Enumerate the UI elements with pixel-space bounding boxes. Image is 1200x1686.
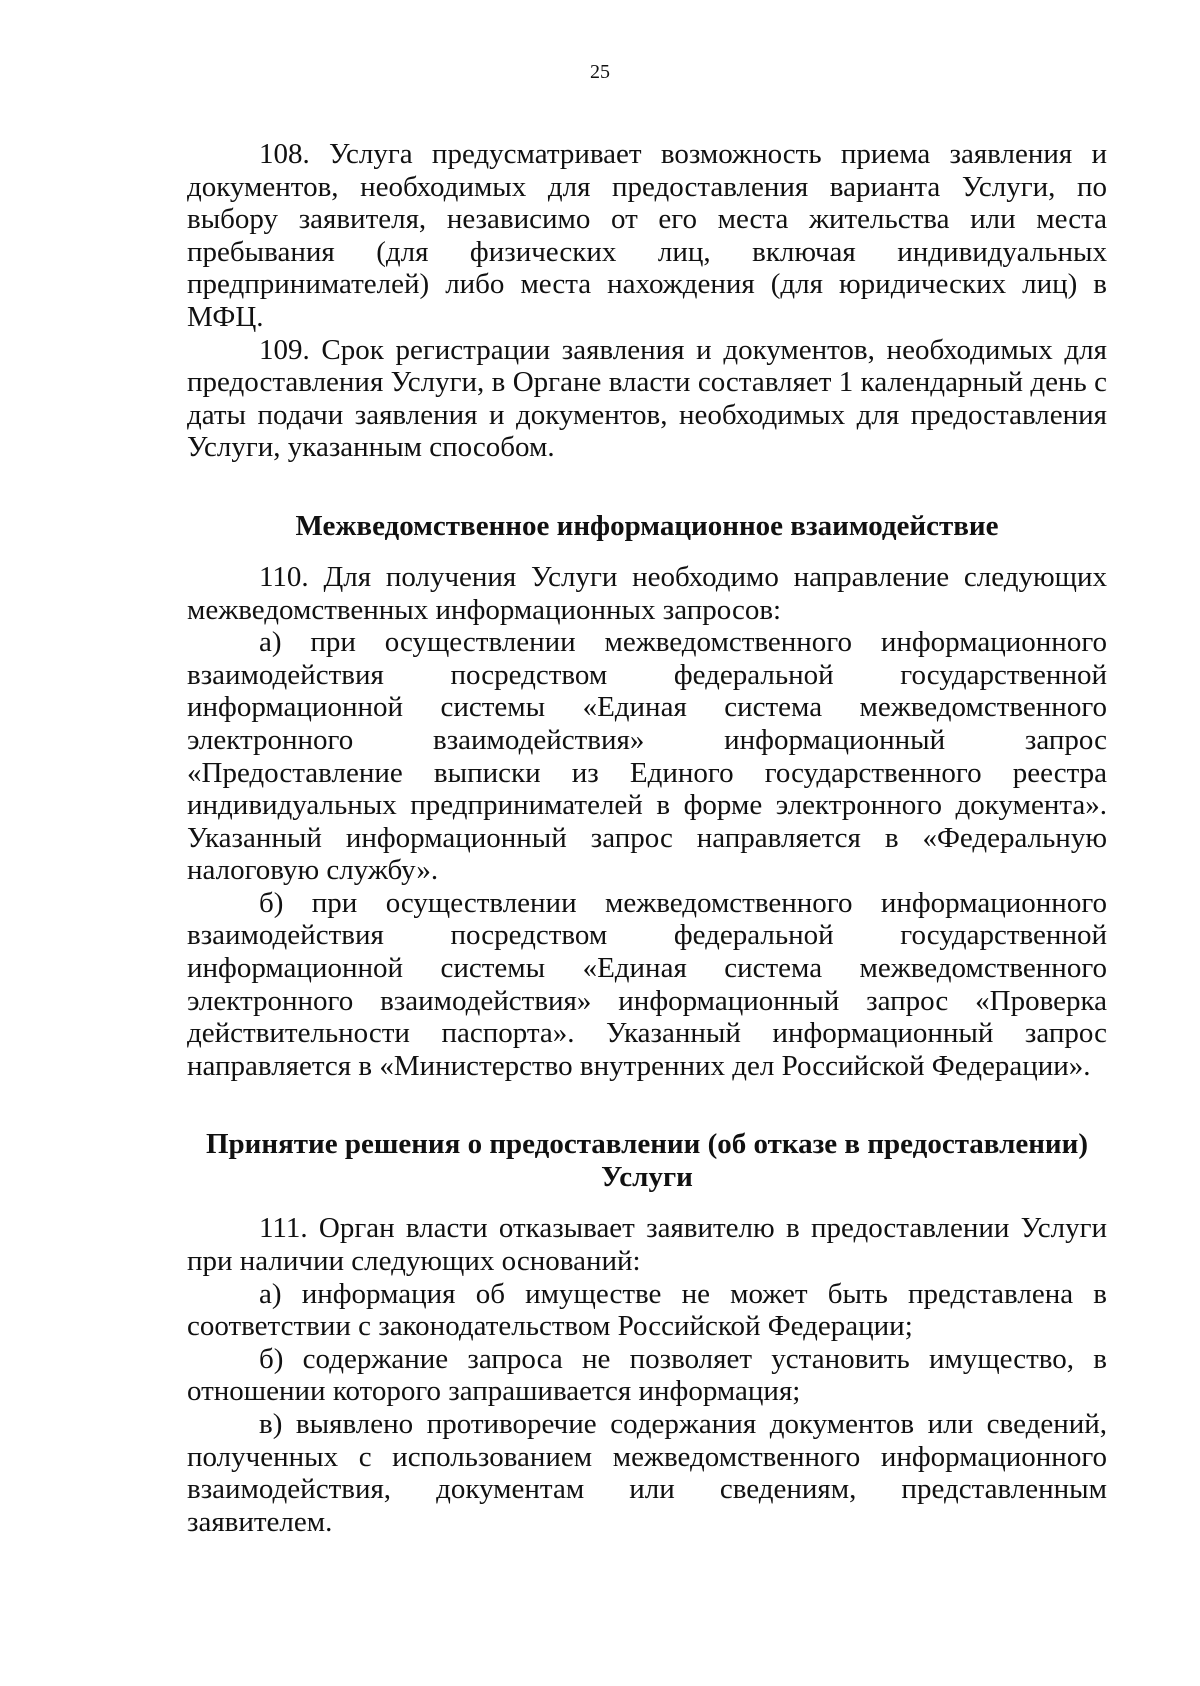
- heading-decision: [187, 1128, 1107, 1194]
- paragraph-110-a: а) при осуществлении межведомственного информационного взаимодействия посредством федеральной государственной информационной системы «Единая система межведомственного электронного взаимодействия» информационный запрос «Предоставление выписки из Единого государственного реестра индивидуальных предпринимателей в форме электронного документа». Указанный информационный запрос направляется в «Федеральную налоговую службу».: [187, 626, 1107, 887]
- heading-decision-line1: Принятие решения о предоставлении (об отказе в предоставлении): [206, 1128, 1088, 1161]
- page-number: 25: [590, 61, 610, 83]
- heading-interagency-interaction: Межведомственное информационное взаимодействие: [295, 509, 999, 542]
- paragraph-111: 111. Орган власти отказывает заявителю в предоставлении Услуги при наличии следующих оснований:: [187, 1212, 1107, 1278]
- document-body: [187, 138, 1107, 1538]
- paragraph-110: 110. Для получения Услуги необходимо направление следующих межведомственных информационных запросов:: [187, 560, 1107, 626]
- paragraph-110-b: б) при осуществлении межведомственного информационного взаимодействия посредством федеральной государственной информационной системы «Единая система межведомственного электронного взаимодействия» информационный запрос «Проверка действительности паспорта». Указанный информационный запрос направляется в «Министерство внутренних дел Российской Федерации».: [187, 886, 1107, 1082]
- paragraph-108: 108. Услуга предусматривает возможность приема заявления и документов, необходимых для предоставления варианта Услуги, по выбору заявителя, независимо от его места жительства или места пребывания (для физических лиц, включая индивидуальных предпринимателей) либо места нахождения (для юридических лиц) в МФЦ.: [187, 138, 1107, 333]
- paragraph-111-b: б) содержание запроса не позволяет установить имущество, в отношении которого запрашивается информация;: [187, 1342, 1107, 1408]
- heading-decision-line2: Услуги: [601, 1161, 693, 1194]
- paragraph-109: 109. Срок регистрации заявления и документов, необходимых для предоставления Услуги, в Органе власти составляет 1 календарный день с даты подачи заявления и документов, необходимых для предоставления Услуги, указанным способом.: [187, 333, 1107, 464]
- paragraph-111-a: а) информация об имуществе не может быть представлена в соответствии с законодательством Российской Федерации;: [187, 1277, 1107, 1343]
- paragraph-111-c: в) выявлено противоречие содержания документов или сведений, полученных с использованием межведомственного информационного взаимодействия, документам или сведениям, представленным заявителем.: [187, 1408, 1107, 1538]
